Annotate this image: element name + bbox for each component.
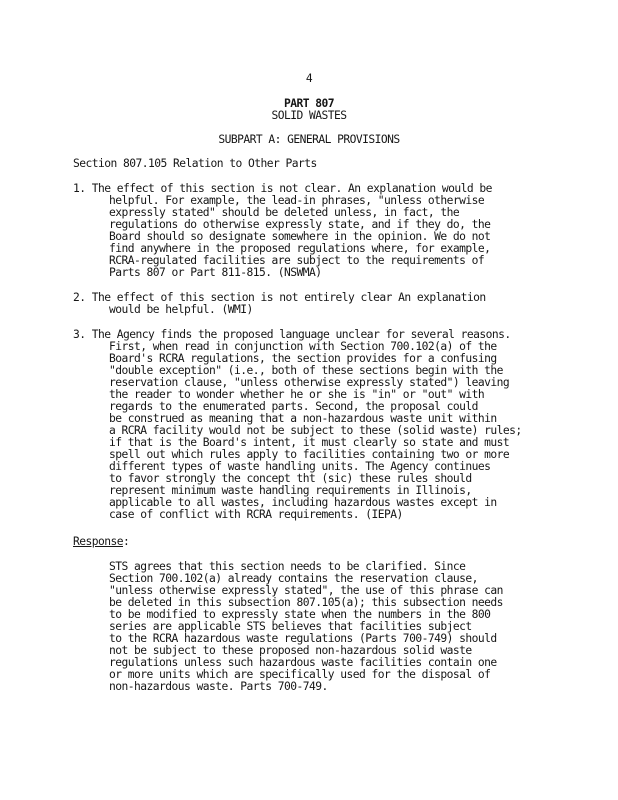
comment-1-line: Board should so designate somewhere in the opinion. We do not xyxy=(109,230,491,243)
comment-2-line: would be helpful. (WMI) xyxy=(109,303,253,316)
comment-2-line: 2. The effect of this section is not entirely clear An explanation xyxy=(73,291,486,304)
comment-3-line: 3. The Agency finds the proposed language unclear for several reasons. xyxy=(73,328,511,341)
comment-3-line: be construed as meaning that a non-hazardous waste unit within xyxy=(109,412,497,425)
page-number: 4 xyxy=(305,72,313,85)
comment-3-line: "double exception" (i.e., both of these sections begin with the xyxy=(109,364,503,377)
comment-1-line: 1. The effect of this section is not clear. An explanation would be xyxy=(73,182,492,195)
response-line: to the RCRA hazardous waste regulations (Parts 700-749) should xyxy=(109,632,497,645)
response-line: be deleted in this subsection 807.105(a); this subsection needs xyxy=(109,596,503,609)
comment-3-line: the reader to wonder whether he or she is "in" or "out" with xyxy=(109,388,485,401)
response-line: or more units which are specifically used for the disposal of xyxy=(109,668,491,681)
comment-3-line: Board's RCRA regulations, the section provides for a confusing xyxy=(109,352,497,365)
comment-3-line: spell out which rules apply to facilities containing two or more xyxy=(109,448,510,461)
response-line: "unless otherwise expressly stated", the use of this phrase can xyxy=(109,584,503,597)
response-line: regulations unless such hazardous waste facilities contain one xyxy=(109,656,497,669)
comment-3-line: to favor strongly the concept tht (sic) these rules should xyxy=(109,472,472,485)
comment-3-line: different types of waste handling units. The Agency continues xyxy=(109,460,491,473)
comment-3-line: represent minimum waste handling requirements in Illinois, xyxy=(109,484,472,497)
response-line: series are applicable STS believes that facilities subject xyxy=(109,620,472,633)
subpart-title: SUBPART A: GENERAL PROVISIONS xyxy=(218,133,400,146)
comment-3-line: reservation clause, "unless otherwise expressly stated") leaving xyxy=(109,376,510,389)
comment-3-line: First, when read in conjunction with Section 700.102(a) of the xyxy=(109,340,497,353)
response-label: Response xyxy=(73,535,124,548)
section-title: Section 807.105 Relation to Other Parts xyxy=(73,157,317,170)
comment-3-line: case of conflict with RCRA requirements. (IEPA) xyxy=(109,508,403,521)
response-line: STS agrees that this section needs to be clarified. Since xyxy=(109,560,466,573)
comment-3-line: if that is the Board's intent, it must clearly so state and must xyxy=(109,436,510,449)
response-colon: : xyxy=(123,535,130,548)
part-subtitle: SOLID WASTES xyxy=(271,109,347,122)
comment-1-line: RCRA-regulated facilities are subject to the requirements of xyxy=(109,254,485,267)
comment-1-line: find anywhere in the proposed regulations where, for example, xyxy=(109,242,491,255)
comment-3-line: a RCRA facility would not be subject to these (solid waste) rules; xyxy=(109,424,522,437)
response-line: not be subject to these proposed non-hazardous solid waste xyxy=(109,644,472,657)
response-heading xyxy=(73,535,129,548)
comment-3-line: regards to the enumerated parts. Second, the proposal could xyxy=(109,400,478,413)
part-title: PART 807 xyxy=(283,97,334,110)
comment-1-line: Parts 807 or Part 811-815. (NSWMA) xyxy=(109,266,322,279)
comment-3-line: applicable to all wastes, including hazardous wastes except in xyxy=(109,496,497,509)
response-line: Section 700.102(a) already contains the reservation clause, xyxy=(109,572,478,585)
comment-1-line: expressly stated" should be deleted unless, in fact, the xyxy=(109,206,460,219)
response-line: non-hazardous waste. Parts 700-749. xyxy=(109,680,328,693)
comment-1-line: helpful. For example, the lead-in phrases, "unless otherwise xyxy=(109,194,485,207)
comment-1-line: regulations do otherwise expressly state, and if they do, the xyxy=(109,218,491,231)
response-line: to be modified to expressly state when the numbers in the 800 xyxy=(109,608,491,621)
